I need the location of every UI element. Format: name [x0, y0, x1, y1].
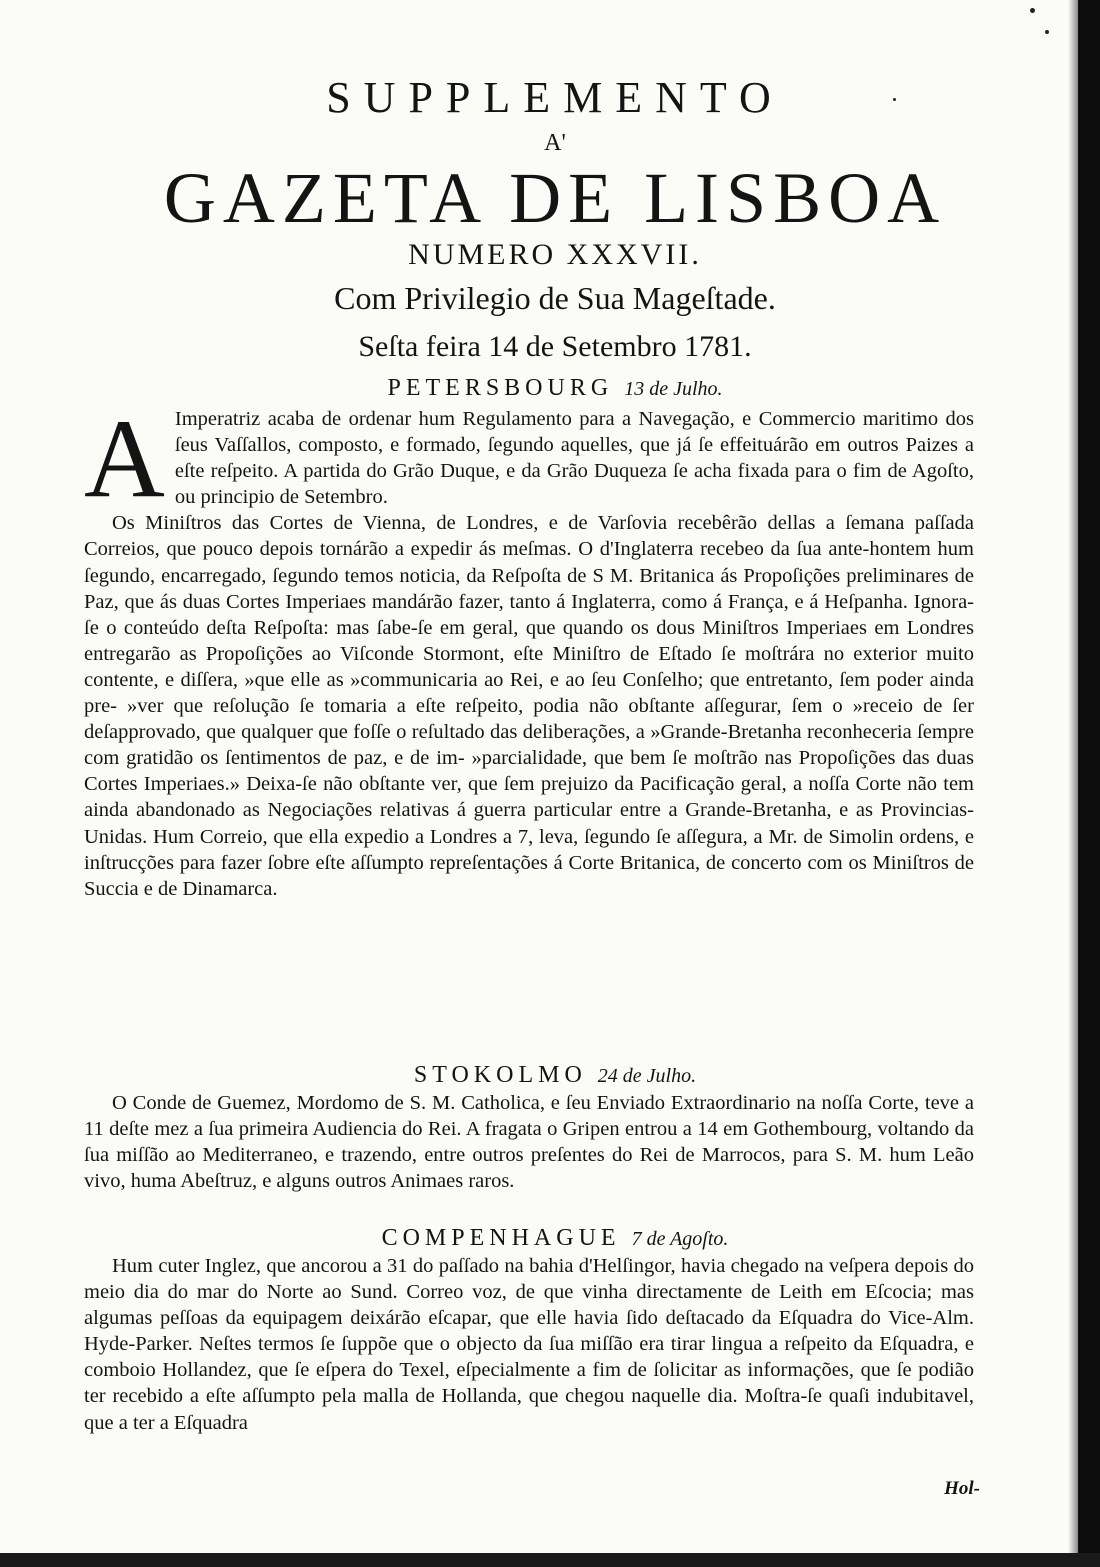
ink-speck: [1045, 30, 1049, 34]
section-heading-stokolmo: [60, 1062, 1050, 1089]
catchword: Hol-: [944, 1478, 980, 1499]
scan-edge-right: [1078, 0, 1100, 1567]
masthead-title: GAZETA DE LISBOA: [163, 158, 947, 238]
section-place: COMPENHAGUE: [381, 1225, 621, 1251]
masthead-numero: NUMERO XXXVII.: [408, 238, 702, 271]
masthead-privilegio: Com Privilegio de Sua Mageſtade.: [334, 280, 776, 316]
scan-edge-bottom: [0, 1553, 1100, 1567]
section-body-petersbourg: [84, 397, 974, 902]
paragraph: Os Miniſtros das Cortes de Vienna, de Londres, e de Varſovia recebêrão dellas a ſemana paſſada Correios, que pouco depois tornárão a expedir ás meſmas. O d'Inglaterra recebeo da ſua ante-hontem hum ſegundo, encarregado, ſegundo temos noticia, da Reſpoſta de S M. Britanica ás Propoſições preliminares de Paz, que ás duas Cortes Imperiaes mandárão fazer, tanto á Inglaterra, como á França, e á Heſpanha. Ignora-ſe o conteúdo deſta Reſpoſta: mas ſabe-ſe em geral, que quando os dous Miniſtros Imperiaes em Londres entregarão as Propoſições ao Viſconde Stormont, eſte Miniſtro de Eſtado ſe moſtrára no exterior muito contente, e diſſera, »que elle as »communicaria ao Rei, e ao ſeu Conſelho; que entretanto, ſem poder ainda pre- »ver que reſolução ſe tomaria a eſte reſpeito, podia não obſtante aſſegurar, ſem o »receio de ſer deſapprovado, que qualquer que foſſe o reſultado das deliberações, a »Grande-Bretanha reconheceria ſempre com gratidão os ſentimentos de paz, e de im- »parcialidade, que bem ſe moſtrão nas Propoſições das duas Cortes Imperiaes.» Deixa-ſe não obſtante ver, que ſem prejuizo da Pacificação geral, a noſſa Corte não tem ainda abandonado as Negociações relativas á guerra particular entre a Grande-Bretanha, e as Provincias-Unidas. Hum Correio, que ella expedio a Londres a 7, leva, ſegundo ſe aſſegura, a Mr. de Simolin ordens, e inſtrucções para fazer ſobre eſte aſſumpto repreſentações á Corte Britanica, de concerto com os Miniſtros de Succia e de Dinamarca.: [84, 512, 974, 900]
section-heading-petersbourg: [60, 375, 1050, 402]
masthead-a: A': [544, 130, 566, 156]
section-place: PETERSBOURG: [387, 375, 614, 401]
section-place: STOKOLMO: [413, 1062, 587, 1088]
paragraph: Imperatriz acaba de ordenar hum Regulamento para a Navegação, e Commercio maritimo dos ſeus Vaſſallos, composto, e formado, ſegundo aquelles, que já ſe effeituárão em outros Paizes a eſte reſpeito. A partida do Grão Duque, e da Grão Duqueza ſe acha fixada para o fim de Agoſto, ou principio de Setembro.: [174, 408, 974, 509]
scan-edge-shadow: [1068, 0, 1078, 1567]
ink-speck: [893, 98, 896, 101]
section-body-compenhague: [84, 1253, 974, 1436]
section-dateline: 24 de Julho.: [597, 1065, 697, 1087]
masthead-date: Seſta feira 14 de Setembro 1781.: [358, 330, 752, 363]
section-dateline: 13 de Julho.: [624, 378, 723, 400]
ink-speck: [1030, 8, 1035, 13]
paragraph: O Conde de Guemez, Mordomo de S. M. Catholica, e ſeu Enviado Extraordinario na noſſa Corte, teve a 11 deſte mez a ſua primeira Audiencia do Rei. A fragata o Gripen entrou a 14 em Gothembourg, voltando da ſua miſſão ao Mediterraneo, e trazendo, entre outros preſentes do Rei de Marrocos, para S. M. hum Leão vivo, huma Abeſtruz, e alguns outros Animaes raros.: [84, 1092, 974, 1193]
section-heading-compenhague: [60, 1225, 1050, 1252]
section-body-stokolmo: [84, 1090, 974, 1194]
section-dateline: 7 de Agoſto.: [631, 1228, 729, 1250]
drop-cap: A: [84, 397, 165, 521]
paragraph: Hum cuter Inglez, que ancorou a 31 do paſſado na bahia d'Helſingor, havia chegado na veſpera depois do meio dia do mar do Norte ao Sund. Correo voz, de que vinha directamente de Leith em Eſcocia; mas algumas peſſoas da equipagem deixárão eſcapar, que elle havia ſido deſtacado da Eſquadra do Vice-Alm. Hyde-Parker. Neſtes termos ſe ſuppõe que o objecto da ſua miſſão era tirar lingua a reſpeito da Eſquadra, e comboio Hollandez, que ſe eſpera do Texel, eſpecialmente a fim de ſolicitar as informações, que ſe podião ter recebido a eſte aſſumpto pela malla de Hollanda, que chegou naquelle dia. Moſtra-ſe quaſi indubitavel, que a ter a Eſquadra: [84, 1255, 974, 1434]
masthead-supplemento: SUPPLEMENTO: [326, 73, 784, 122]
